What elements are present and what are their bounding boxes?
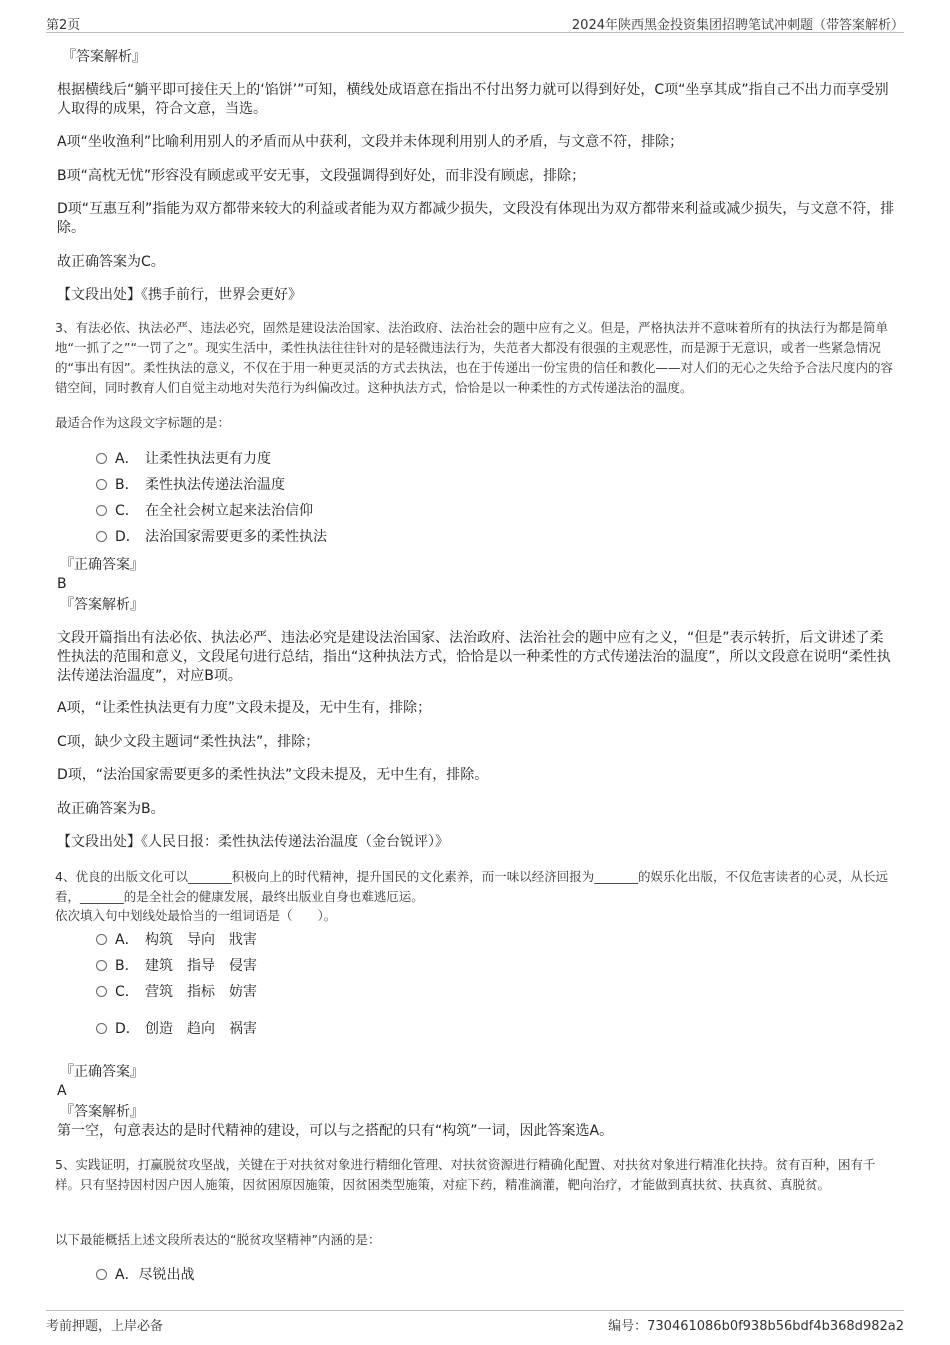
radio-icon[interactable] [96,505,107,516]
q3-option-c-explanation: C项，缺少文段主题词“柔性执法”，排除； [57,734,320,750]
page-footer [46,1310,904,1335]
option-text: 让柔性执法更有力度 [145,451,271,467]
radio-icon[interactable] [96,453,107,464]
q4-option-b[interactable] [96,956,271,976]
option-text: 在全社会树立起来法治信仰 [145,503,313,519]
q4-option-c[interactable] [96,982,271,1002]
option-key: A． [115,932,139,948]
q3-option-d[interactable] [96,527,327,547]
q3-option-a[interactable] [96,449,271,469]
option-key: C． [115,503,139,519]
radio-icon[interactable] [96,934,107,945]
option-word: 祸害 [229,1021,257,1037]
option-word: 创造 [145,1021,173,1037]
q4-prompt: 依次填入句中划线处最恰当的一组词语是（ ）。 [55,908,337,923]
q3-conclusion: 故正确答案为B。 [57,801,165,817]
q3-option-d-explanation: D项，“法治国家需要更多的柔性执法”文段未提及，无中生有，排除。 [57,767,489,783]
option-word: 导向 [187,932,215,948]
q3-analysis-title: 『答案解析』 [60,597,144,613]
option-word: 营筑 [145,984,173,1000]
q2-option-a-explanation: A项“坐收渔利”比喻利用别人的矛盾而从中获利，文段并未体现利用别人的矛盾，与文意不符，排除； [57,134,684,150]
q2-option-d-explanation: D项“互惠互利”指能为双方都带来较大的利益或者能为双方都减少损失，文段没有体现出为双方都带来利益或减少损失，与文意不符，排除。 [57,201,895,236]
q4-option-d[interactable] [96,1019,271,1039]
q2-source: 【文段出处】《携手前行，世界会更好》 [57,287,302,303]
q3-answer-title: 『正确答案』 [60,557,144,573]
q3-option-b[interactable] [96,475,285,495]
radio-icon[interactable] [96,1269,107,1280]
q4-answer-title: 『正确答案』 [60,1064,144,1080]
page-number: 第2页 [46,18,81,33]
q3-option-c[interactable] [96,501,313,521]
option-word: 指标 [187,984,215,1000]
option-key: D． [115,529,140,545]
q3-prompt: 最适合作为这段文字标题的是： [55,415,231,430]
q3-analysis-paragraph: 文段开篇指出有法必依、执法必严、违法必究是建设法治国家、法治政府、法治社会的题中应有之义，“但是”表示转折，后文讲述了柔性执法的范围和意义，文段尾句进行总结，指出“这种执法方式，恰恰是以一种柔性的方式传递法治的温度”，所以文段意在说明“柔性执法传递法治温度”，对应B项。 [57,630,891,684]
radio-icon[interactable] [96,960,107,971]
q4-stem: 4、优良的出版文化可以_______积极向上的时代精神，提升国民的文化素养，而一味以经济回报为_______的娱乐化出版，不仅危害读者的心灵，从长远看，_______的是全社会的健康发展，最终出版业自身也难逃厄运。 [55,869,888,904]
page-header [46,12,904,33]
q4-option-a[interactable] [96,930,271,950]
option-key: A． [115,1267,139,1283]
option-word: 趋向 [187,1021,215,1037]
option-text: 法治国家需要更多的柔性执法 [145,529,327,545]
document-title: 2024年陕西黑金投资集团招聘笔试冲刺题（带答案解析） [571,18,904,33]
q4-analysis-paragraph: 第一空，句意表达的是时代精神的建设，可以与之搭配的只有“构筑”一词，因此答案选A。 [57,1123,614,1139]
option-word: 侵害 [229,958,257,974]
q4-answer: A [57,1083,67,1099]
option-text: 尽锐出战 [138,1267,195,1283]
q5-stem: 5、实践证明，打赢脱贫攻坚战，关键在于对扶贫对象进行精细化管理、对扶贫资源进行精确化配置、对扶贫对象进行精准化扶持。贫有百种，困有千样。只有坚持因村因户因人施策，因贫困原因施策，因贫困类型施策，对症下药，精准滴灌，靶向治疗，才能做到真扶贫、扶真贫、真脱贫。 [55,1157,876,1192]
option-word: 戕害 [229,932,257,948]
q3-option-a-explanation: A项，“让柔性执法更有力度”文段未提及，无中生有，排除； [57,700,432,716]
option-word: 妨害 [229,984,257,1000]
q5-prompt: 以下最能概括上述文段所表达的“脱贫攻坚精神”内涵的是： [55,1232,381,1247]
option-key: C． [115,984,139,1000]
q2-analysis-paragraph: 根据横线后“躺平即可接住天上的‘馅饼’”可知，横线处成语意在指出不付出努力就可以得到好处，C项“坐享其成”指自己不出力而享受别人取得的成果，符合文意，当选。 [57,82,889,117]
option-key: B． [115,958,139,974]
footer-slogan: 考前押题，上岸必备 [46,1319,164,1334]
q3-stem: 3、有法必依、执法必严、违法必究，固然是建设法治国家、法治政府、法治社会的题中应有之义。但是，严格执法并不意味着所有的执法行为都是简单地“一抓了之”“一罚了之”。现实生活中，柔性执法往往针对的是轻微违法行为，失范者大都没有很强的主观恶性，而是源于无意识，或者一些紧急情况的“事出有因”。柔性执法的意义，不仅在于用一种更灵活的方式去执法，也在于传递出一份宝贵的信任和教化——对人们的无心之失给予合法尺度内的容错空间，同时教育人们自觉主动地对失范行为纠偏改过。这种执法方式，恰恰是以一种柔性的方式传递法治的温度。 [55,320,893,395]
radio-icon[interactable] [96,531,107,542]
option-key: A． [115,451,139,467]
radio-icon[interactable] [96,479,107,490]
q5-option-a[interactable] [96,1265,195,1285]
q2-analysis-title: 『答案解析』 [62,49,146,65]
option-key: D． [115,1021,140,1037]
option-word: 建筑 [145,958,173,974]
q3-source: 【文段出处】《人民日报：柔性执法传递法治温度（金台锐评）》 [57,834,449,850]
option-text: 柔性执法传递法治温度 [145,477,285,493]
option-word: 指导 [187,958,215,974]
q3-answer: B [57,576,67,592]
option-word: 构筑 [145,932,173,948]
q4-analysis-title: 『答案解析』 [60,1104,144,1120]
radio-icon[interactable] [96,1023,107,1034]
q2-conclusion: 故正确答案为C。 [57,254,165,270]
q2-option-b-explanation: B项“高枕无忧”形容没有顾虑或平安无事，文段强调得到好处，而非没有顾虑，排除； [57,168,586,184]
option-key: B． [115,477,139,493]
document-code: 编号：730461086b0f938b56bdf4b368d982a2 [608,1319,904,1334]
radio-icon[interactable] [96,986,107,997]
